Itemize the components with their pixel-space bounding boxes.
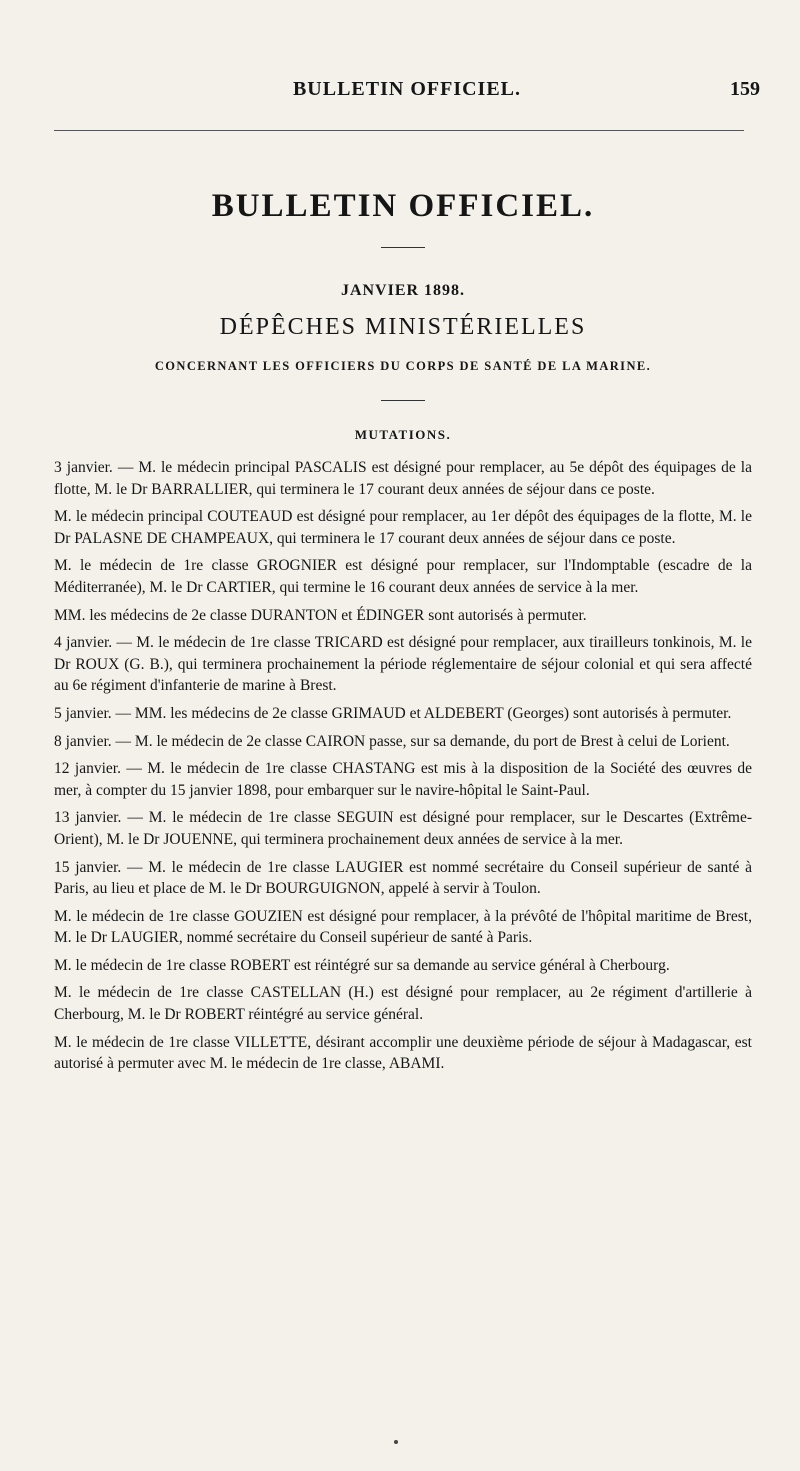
section-title: DÉPÊCHES MINISTÉRIELLES [219,314,587,340]
paragraph: M. le médecin de 1re classe ROBERT est réintégré sur sa demande au service général à Cherbourg. [54,956,670,974]
paragraph: M. le médecin de 1re classe GOUZIEN est désigné pour remplacer, à la prévôté de l'hôpital maritime de Brest, M. le Dr LAUGIER, nommé secrétaire du Conseil supérieur de santé à Paris. [54,907,752,947]
section-rule [381,400,425,401]
month-heading: JANVIER 1898. [340,282,466,299]
paragraph: 12 janvier. — M. le médecin de 1re classe CHASTANG est mis à la disposition de la Société des œuvres de mer, à compter du 15 janvier 1898, pour embarquer sur le navire-hôpital le Saint-Paul. [54,760,752,799]
paragraph: M. le médecin de 1re classe GROGNIER est désigné pour remplacer, sur l'Indomptable (escadre de la Méditerranée), M. le Dr CARTIER, qui termine le 16 courant deux années de service à la mer. [54,557,752,596]
main-title: BULLETIN OFFICIEL. [211,188,595,224]
section-subtitle: CONCERNANT LES OFFICIERS DU CORPS DE SANTÉ DE LA MARINE. [154,359,652,373]
mutations-heading: MUTATIONS. [354,427,452,442]
paragraph: 8 janvier. — M. le médecin de 2e classe CAIRON passe, sur sa demande, du port de Brest à celui de Lorient. [54,732,730,750]
paragraph: MM. les médecins de 2e classe DURANTON et ÉDINGER sont autorisés à permuter. [54,606,587,624]
title-rule [381,247,425,248]
paragraph: 15 janvier. — M. le médecin de 1re classe LAUGIER est nommé secrétaire du Conseil supérieur de santé à Paris, au lieu et place de M. le Dr BOURGUIGNON, appelé à servir à Toulon. [54,858,752,898]
paragraph: 5 janvier. — MM. les médecins de 2e classe GRIMAUD et ALDEBERT (Georges) sont autorisés à permuter. [54,704,732,722]
paragraph: 13 janvier. — M. le médecin de 1re classe SEGUIN est désigné pour remplacer, sur le Descartes (Extrême-Orient), M. le Dr JOUENNE, qui terminera prochainement deux années de service à la mer. [54,809,752,848]
mutation-entries [54,457,752,1075]
paragraph: M. le médecin de 1re classe VILLETTE, désirant accomplir une deuxième période de séjour à Madagascar, est autorisé à permuter avec M. le médecin de 1re classe, ABAMI. [54,1033,752,1073]
header-rule [54,130,744,131]
paragraph: 4 janvier. — M. le médecin de 1re classe TRICARD est désigné pour remplacer, aux tirailleurs tonkinois, M. le Dr ROUX (G. B.), qui terminera prochainement la période réglementaire de séjour colonial et qui sera affecté au 6e régiment d'infanterie de marine à Brest. [54,634,752,695]
paragraph: 3 janvier. — M. le médecin principal PASCALIS est désigné pour remplacer, au 5e dépôt des équipages de la flotte, M. le Dr BARRALLIER, qui terminera le 17 courant deux années de séjour dans ce poste. [54,459,752,498]
running-head-title: BULLETIN OFFICIEL. [292,78,522,100]
article-body [54,188,752,1081]
page-number: 159 [730,78,760,100]
ink-dot [394,1440,398,1444]
paragraph: M. le médecin principal COUTEAUD est désigné pour remplacer, au 1er dépôt des équipages de la flotte, M. le Dr PALASNE DE CHAMPEAUX, qui terminera le 17 courant deux années de séjour dans ce poste. [54,508,752,547]
paragraph: M. le médecin de 1re classe CASTELLAN (H.) est désigné pour remplacer, au 2e régiment d'artillerie à Cherbourg, M. le Dr ROBERT réintégré au service général. [54,984,752,1024]
running-head [54,78,760,108]
